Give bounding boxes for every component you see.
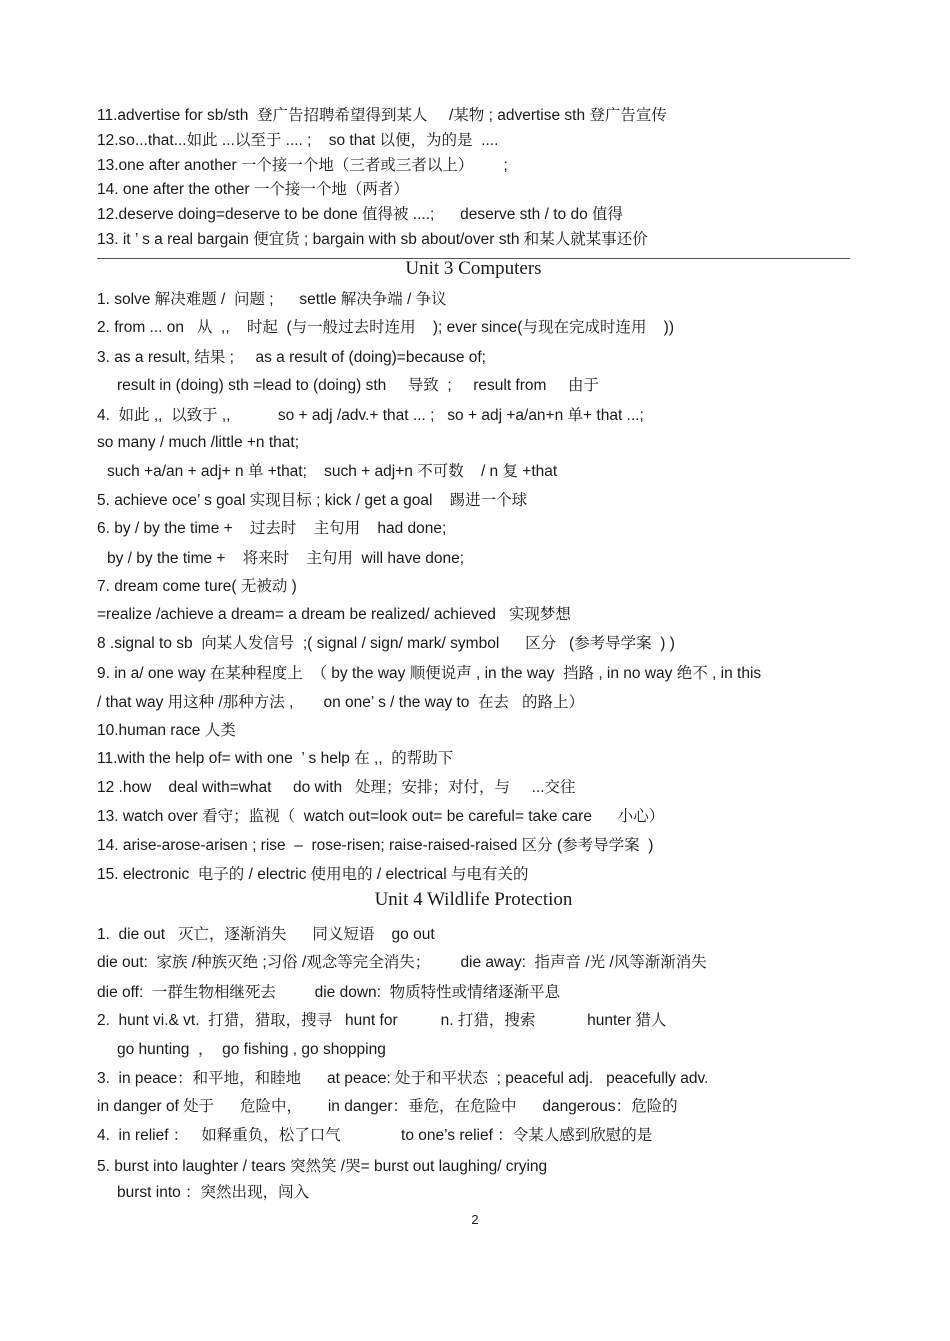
text-line: 3. as a result, 结果 ; as a result of (doing)=because of; bbox=[97, 349, 486, 366]
text-line: 6. by / by the time + 过去时 主句用 had done; bbox=[97, 520, 447, 537]
text-line: / that way 用这种 /那种方法 , on one’ s / the way to 在去 的路上） bbox=[97, 694, 584, 711]
text-line: 2. hunt vi.& vt. 打猎，猎取，搜寻 hunt for n. 打猎，搜索 hunter 猎人 bbox=[97, 1012, 667, 1029]
text-line: 1. die out 灭亡，逐渐消失 同义短语 go out bbox=[97, 926, 435, 943]
text-line: =realize /achieve a dream= a dream be realized/ achieved 实现梦想 bbox=[97, 606, 571, 623]
text-line: 2. from ... on 从 ,, 时起 (与一般过去时连用 ); ever since(与现在完成时连用 )) bbox=[97, 319, 675, 336]
text-line: 15. electronic 电子的 / electric 使用电的 / electrical 与电有关的 bbox=[97, 866, 529, 883]
text-line: 12.so...that...如此 ...以至于 .... ; so that 以便，为的是 .... bbox=[97, 132, 499, 149]
text-line: 13. watch over 看守；监视（ watch out=look out= be careful= take care 小心） bbox=[97, 808, 665, 825]
text-line: 14. arise-arose-arisen ; rise – rose-risen; raise-raised-raised 区分 (参考导学案 ) bbox=[97, 837, 654, 854]
text-line: burst into ：突然出现，闯入 bbox=[117, 1184, 310, 1201]
text-line: 12 .how deal with=what do with 处理；安排；对付，与 ...交往 bbox=[97, 779, 576, 796]
text-line: 14. one after the other 一个接一个地（两者） bbox=[97, 181, 409, 198]
text-line: 8 .signal to sb 向某人发信号 ;( signal / sign/ mark/ symbol 区分 (参考导学案 ) ) bbox=[97, 635, 675, 652]
page-number: 2 bbox=[471, 1212, 479, 1227]
text-line: 4. 如此 ,, 以致于 ,, so + adj /adv.+ that ... ; so + adj +a/an+n 单+ that ...; bbox=[97, 407, 644, 424]
text-line: 13.one after another 一个接一个地（三者或三者以上） ; bbox=[97, 157, 508, 174]
text-line: 13. it ’ s a real bargain 便宜货 ; bargain with sb about/over sth 和某人就某事还价 bbox=[97, 231, 648, 248]
text-line: 7. dream come ture( 无被动 ) bbox=[97, 578, 297, 595]
text-line: by / by the time + 将来时 主句用 will have done; bbox=[107, 550, 465, 567]
text-line: 3. in peace：和平地，和睦地 at peace: 处于和平状态 ; peaceful adj. peacefully adv. bbox=[97, 1070, 709, 1087]
text-line: such +a/an + adj+ n 单 +that; such + adj+n 不可数 / n 复 +that bbox=[107, 463, 558, 480]
text-line: 5. burst into laughter / tears 突然笑 /哭= burst out laughing/ crying bbox=[97, 1158, 548, 1175]
text-line: die off: 一群生物相继死去 die down: 物质特性或情绪逐渐平息 bbox=[97, 984, 561, 1001]
text-line: 10.human race 人类 bbox=[97, 722, 236, 739]
text-line: 1. solve 解决难题 / 问题 ; settle 解决争端 / 争议 bbox=[97, 291, 447, 308]
text-line: so many / much /little +n that; bbox=[97, 434, 300, 451]
text-line: 5. achieve oce’ s goal 实现目标 ; kick / get a goal 踢进一个球 bbox=[97, 492, 528, 509]
text-line: in danger of 处于 危险中， in danger：垂危，在危险中 dangerous：危险的 bbox=[97, 1098, 678, 1115]
text-line: 4. in relief ： 如释重负，松了口气 to one’s relief ：令某人感到欣慰的是 bbox=[97, 1127, 653, 1144]
text-line: 9. in a/ one way 在某种程度上 （ by the way 顺便说声 , in the way 挡路 , in no way 绝不 , in this bbox=[97, 665, 762, 682]
unit3-title: Unit 3 Computers bbox=[405, 258, 542, 279]
text-line: 11.with the help of= with one ’ s help 在 ,, 的帮助下 bbox=[97, 750, 454, 767]
text-line: go hunting ， go fishing , go shopping bbox=[117, 1041, 386, 1058]
text-line: 11.advertise for sb/sth 登广告招聘希望得到某人 /某物 ; advertise sth 登广告宣传 bbox=[97, 107, 667, 124]
text-line: die out: 家族 /种族灭绝 ;习俗 /观念等完全消失； die away: 指声音 /光 /风等渐渐消失 bbox=[97, 954, 707, 971]
unit4-title: Unit 4 Wildlife Protection bbox=[374, 889, 573, 910]
text-line: result in (doing) sth =lead to (doing) sth 导致 ; result from 由于 bbox=[117, 377, 599, 394]
text-line: 12.deserve doing=deserve to be done 值得被 ....; deserve sth / to do 值得 bbox=[97, 206, 623, 223]
